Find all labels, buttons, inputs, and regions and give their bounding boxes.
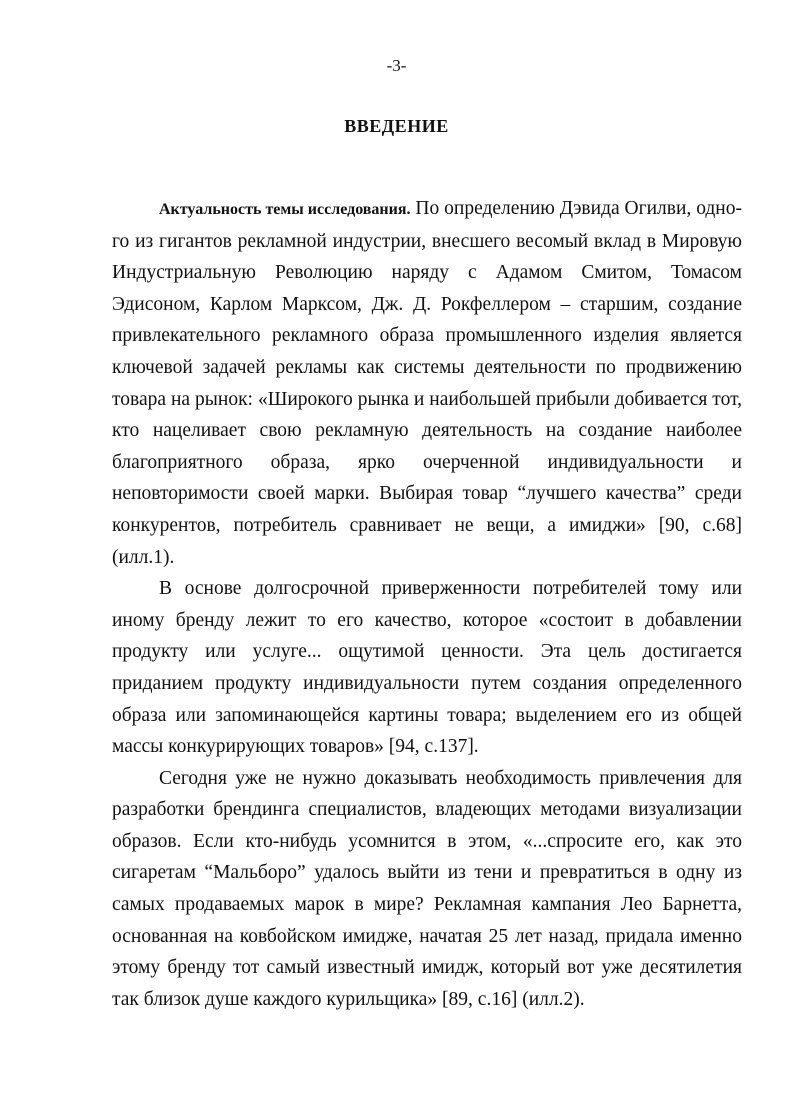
section-title: ВВЕДЕНИЕ	[344, 116, 449, 136]
paragraph-2: В основе долгосрочной приверженности потребителей тому или иному бренду лежит то его качество, которое «состоит в добавлении продукту или услуге... ощутимой ценности. Эта цель достигается приданием продукту индивидуальности путем создания определенного образа или запоминающейся картины товара; выделением его из общей массы конкурирующих товаров» [94, с.137].	[112, 578, 742, 758]
paragraph-lead: Актуальность темы исследования.	[159, 201, 411, 218]
paragraph-text: По определению Дэвида Огилви, одного из гигантов рекламной индустрии, внесшего весомый вклад в Мировую Индустриальную Революцию наряду с Адамом Смитом, Томасом Эдисоном, Карлом Марксом, Дж. Д. Рокфеллером – старшим, создание привлекательного рекламного образа промышленного изделия является ключевой задачей рекламы как системы деятельности по продвижению товара на рынок: «Широкого рынка и наибольшей прибыли добивается тот, кто нацеливает свою рекламную деятельность на создание наиболее благоприятного образа, ярко очерченной индивидуальности и неповторимости своей марки. Выбирая товар “лучшего качества” среди конкурентов, потребитель сравнивает не вещи, а имиджи» [90, с.68] (илл.1).	[112, 198, 742, 568]
page-number: -3-	[386, 56, 407, 75]
paragraph-3: Сегодня уже не нужно доказывать необходимость привлечения для разработки брендинга специалистов, владеющих методами визуализации образов. Если кто-нибудь усомнится в этом, «...спросите его, как это сигаретам “Мальборо” удалось выйти из тени и превратиться в одну из самых продаваемых марок в мире? Рекламная кампания Лео Барнетта, основанная на ковбойском имидже, начатая 25 лет назад, придала именно этому бренду тот самый известный имидж, который вот уже десятилетия так близок душе каждого курильщика» [89, с.16] (илл.2).	[112, 767, 742, 1010]
paragraph-1	[112, 193, 742, 573]
body-text	[112, 193, 742, 1015]
